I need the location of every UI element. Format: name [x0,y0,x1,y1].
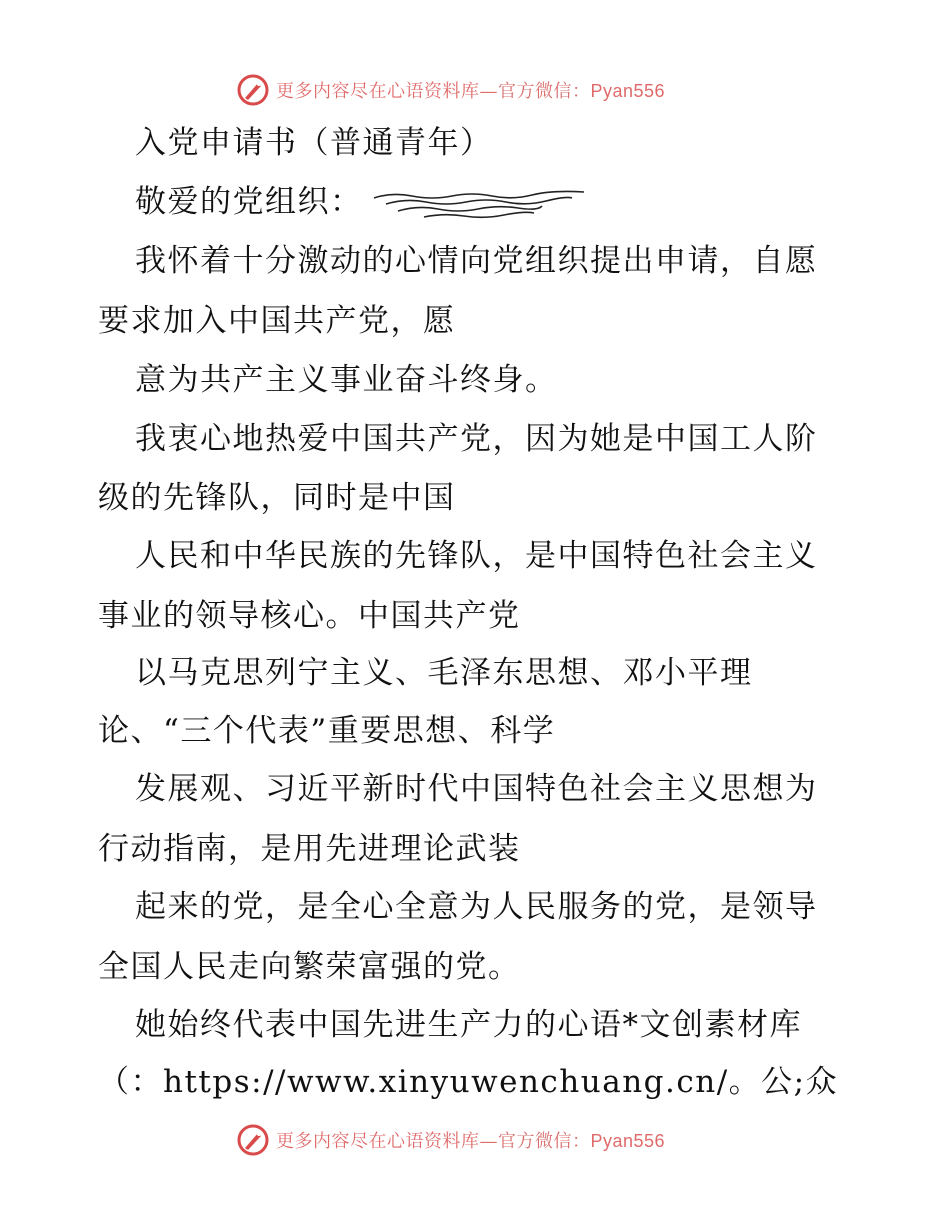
watermark-text [276,77,665,103]
body-line: 全国人民走向繁荣富强的党。 [98,949,521,985]
body-line: 起来的党，是全心全意为人民服务的党，是领导 [135,889,818,925]
body-line: 要求加入中国共产党，愿 [98,303,456,339]
pen-nib-logo-icon [236,1123,270,1157]
watermark-label: 官方微信： [498,81,591,102]
watermark-handle: Pyan556 [590,1131,666,1151]
handwritten-scribble [372,186,588,224]
body-line: 事业的领导核心。中国共产党 [98,598,521,634]
watermark-separator: — [479,1131,498,1152]
body-line: 她始终代表中国先进生产力的心语*文创素材库 [135,1007,802,1043]
watermark-separator: — [479,81,498,102]
body-line: 行动指南，是用先进理论武装 [98,831,521,867]
body-line: 人民和中华民族的先锋队，是中国特色社会主义 [135,538,818,574]
header-watermark [236,72,665,108]
body-line: 我衷心地热爱中国共产党，因为她是中国工人阶 [135,421,818,457]
body-line: 我怀着十分激动的心情向党组织提出申请，自愿 [135,243,818,279]
watermark-site: 更多内容尽在心语资料库 [276,1131,480,1152]
body-line: 论、“三个代表”重要思想、科学 [98,713,556,749]
document-title: 入党申请书（普通青年） [135,125,493,161]
watermark-handle: Pyan556 [590,81,666,101]
footer-watermark [236,1122,665,1158]
watermark-text [276,1127,665,1153]
body-line: 以马克思列宁主义、毛泽东思想、邓小平理 [135,655,753,691]
watermark-site: 更多内容尽在心语资料库 [276,81,480,102]
body-line: 级的先锋队，同时是中国 [98,480,456,516]
body-line: 意为共产主义事业奋斗终身。 [135,362,558,398]
body-line-url: （：https://www.xinyuwenchuang.cn/。公;众 [98,1064,839,1100]
body-line: 发展观、习近平新时代中国特色社会主义思想为 [135,771,818,807]
pen-nib-logo-icon [236,73,270,107]
watermark-label: 官方微信： [498,1131,591,1152]
document-greeting: 敬爱的党组织： [135,184,363,220]
